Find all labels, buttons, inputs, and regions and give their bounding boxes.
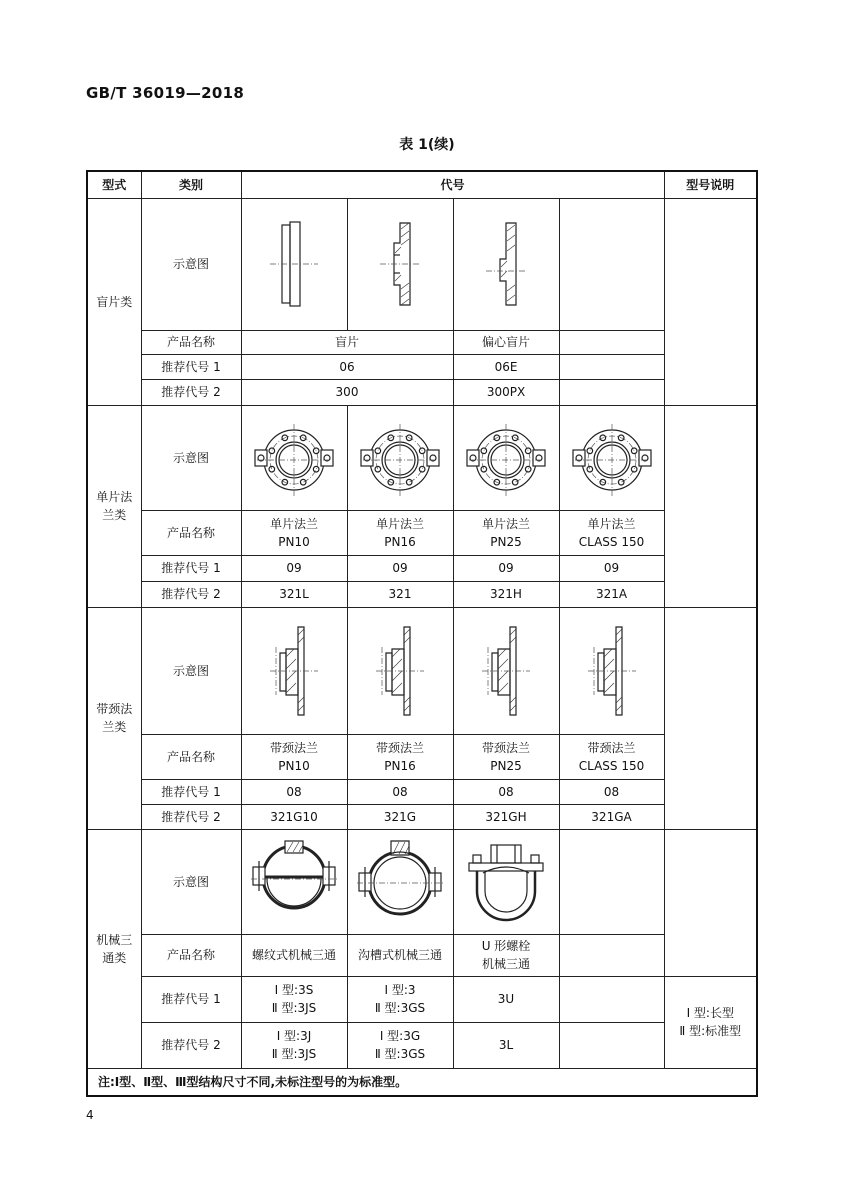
plate-flange-drawing [559,405,664,510]
page-number: 4 [86,1108,94,1122]
col-header-category: 类别 [141,171,241,198]
blind-drawing-empty [559,198,664,330]
plate-flange-drawing [347,405,453,510]
cell: 带颈法兰 PN25 [453,734,559,779]
blind-drawing-2 [347,198,453,330]
flange-face-drawing [357,418,443,498]
cell: 08 [559,779,664,804]
schematic-label: 示意图 [141,829,241,934]
cell: 单片法兰 CLASS 150 [559,510,664,555]
cell: 盲片 [241,330,453,354]
code-table [86,170,758,1097]
neck-flange-drawing [347,607,453,734]
cell [559,976,664,1022]
schematic-label: 示意图 [141,405,241,510]
cell: 带颈法兰 CLASS 150 [559,734,664,779]
table-note: 注:Ⅰ型、Ⅱ型、Ⅲ型结构尺寸不同,未标注型号的为标准型。 [87,1068,757,1096]
cell: 321H [453,581,559,607]
u-bolt-tee-drawing [461,839,551,925]
schematic-label: 示意图 [141,198,241,330]
row-label: 推荐代号 2 [141,804,241,829]
row-label: 产品名称 [141,510,241,555]
row-label: 推荐代号 2 [141,379,241,405]
table-caption: 表 1(续) [399,137,455,153]
grooved-tee-drawing-cell [347,829,453,934]
model-note-empty [664,607,757,829]
row-label: 产品名称 [141,734,241,779]
cell: 单片法兰 PN16 [347,510,453,555]
cell: Ⅰ 型:3J Ⅱ 型:3JS [241,1022,347,1068]
cell: 09 [347,555,453,581]
cell: 3L [453,1022,559,1068]
cell: 带颈法兰 PN10 [241,734,347,779]
neck-flange-section-drawing [370,623,430,719]
flange-face-drawing [463,418,549,498]
cell: 单片法兰 PN25 [453,510,559,555]
schematic-label: 示意图 [141,607,241,734]
row-label: 产品名称 [141,330,241,354]
cell [559,354,664,379]
header-row [87,171,757,198]
col-header-code: 代号 [241,171,664,198]
cell: 08 [453,779,559,804]
model-note-empty [664,829,757,976]
cell [559,379,664,405]
cell: 08 [241,779,347,804]
cell: Ⅰ 型:3 Ⅱ 型:3GS [347,976,453,1022]
plate-flange-drawing [453,405,559,510]
cell: 09 [241,555,347,581]
standard-number: GB/T 36019—2018 [86,84,245,102]
cell: 09 [453,555,559,581]
neck-flange-section-drawing [476,623,536,719]
group-type-blind: 盲片类 [87,198,141,405]
cell: 300 [241,379,453,405]
tee-drawing-empty [559,829,664,934]
neck-flange-drawing [453,607,559,734]
neck-flange-section-drawing [582,623,642,719]
cell: 321GA [559,804,664,829]
row-label: 推荐代号 1 [141,976,241,1022]
flange-face-drawing [569,418,655,498]
model-note-empty [664,198,757,405]
cell: 06E [453,354,559,379]
group-type-mechanical-tee: 机械三通类 [87,829,141,1068]
cell: U 形螺栓 机械三通 [453,934,559,976]
row-label: 推荐代号 2 [141,581,241,607]
cell: 321 [347,581,453,607]
cell: 3U [453,976,559,1022]
cell: 321L [241,581,347,607]
threaded-tee-drawing-cell [241,829,347,934]
row-label: 推荐代号 2 [141,1022,241,1068]
row-label: 推荐代号 1 [141,779,241,804]
cell: Ⅰ 型:3G Ⅱ 型:3GS [347,1022,453,1068]
col-header-type: 型式 [87,171,141,198]
row-label: 推荐代号 1 [141,354,241,379]
eccentric-blind-drawing [476,219,536,309]
neck-flange-section-drawing [264,623,324,719]
neck-flange-drawing [241,607,347,734]
cell: Ⅰ 型:3S Ⅱ 型:3JS [241,976,347,1022]
cell: 321G [347,804,453,829]
blind-plate-drawing [264,219,324,309]
cell: 偏心盲片 [453,330,559,354]
neck-flange-drawing [559,607,664,734]
col-header-model-note: 型号说明 [664,171,757,198]
row-label: 产品名称 [141,934,241,976]
row-label: 推荐代号 1 [141,555,241,581]
cell: 08 [347,779,453,804]
cell: 321G10 [241,804,347,829]
threaded-tee-drawing [249,839,339,925]
cell: 300PX [453,379,559,405]
plate-flange-drawing [241,405,347,510]
cell: 沟槽式机械三通 [347,934,453,976]
cell: 单片法兰 PN10 [241,510,347,555]
model-note: Ⅰ 型:长型 Ⅱ 型:标准型 [664,976,757,1068]
u-bolt-tee-drawing-cell [453,829,559,934]
cell: 321A [559,581,664,607]
blind-drawing-3 [453,198,559,330]
cell: 带颈法兰 PN16 [347,734,453,779]
cell: 321GH [453,804,559,829]
cell [559,330,664,354]
cell: 06 [241,354,453,379]
model-note-empty [664,405,757,607]
spectacle-blind-drawing [370,219,430,309]
cell: 09 [559,555,664,581]
group-type-neck-flange: 带颈法兰类 [87,607,141,829]
blind-drawing-1 [241,198,347,330]
cell [559,934,664,976]
cell: 螺纹式机械三通 [241,934,347,976]
cell [559,1022,664,1068]
flange-face-drawing [251,418,337,498]
grooved-tee-drawing [355,839,445,925]
group-type-plate-flange: 单片法兰类 [87,405,141,607]
